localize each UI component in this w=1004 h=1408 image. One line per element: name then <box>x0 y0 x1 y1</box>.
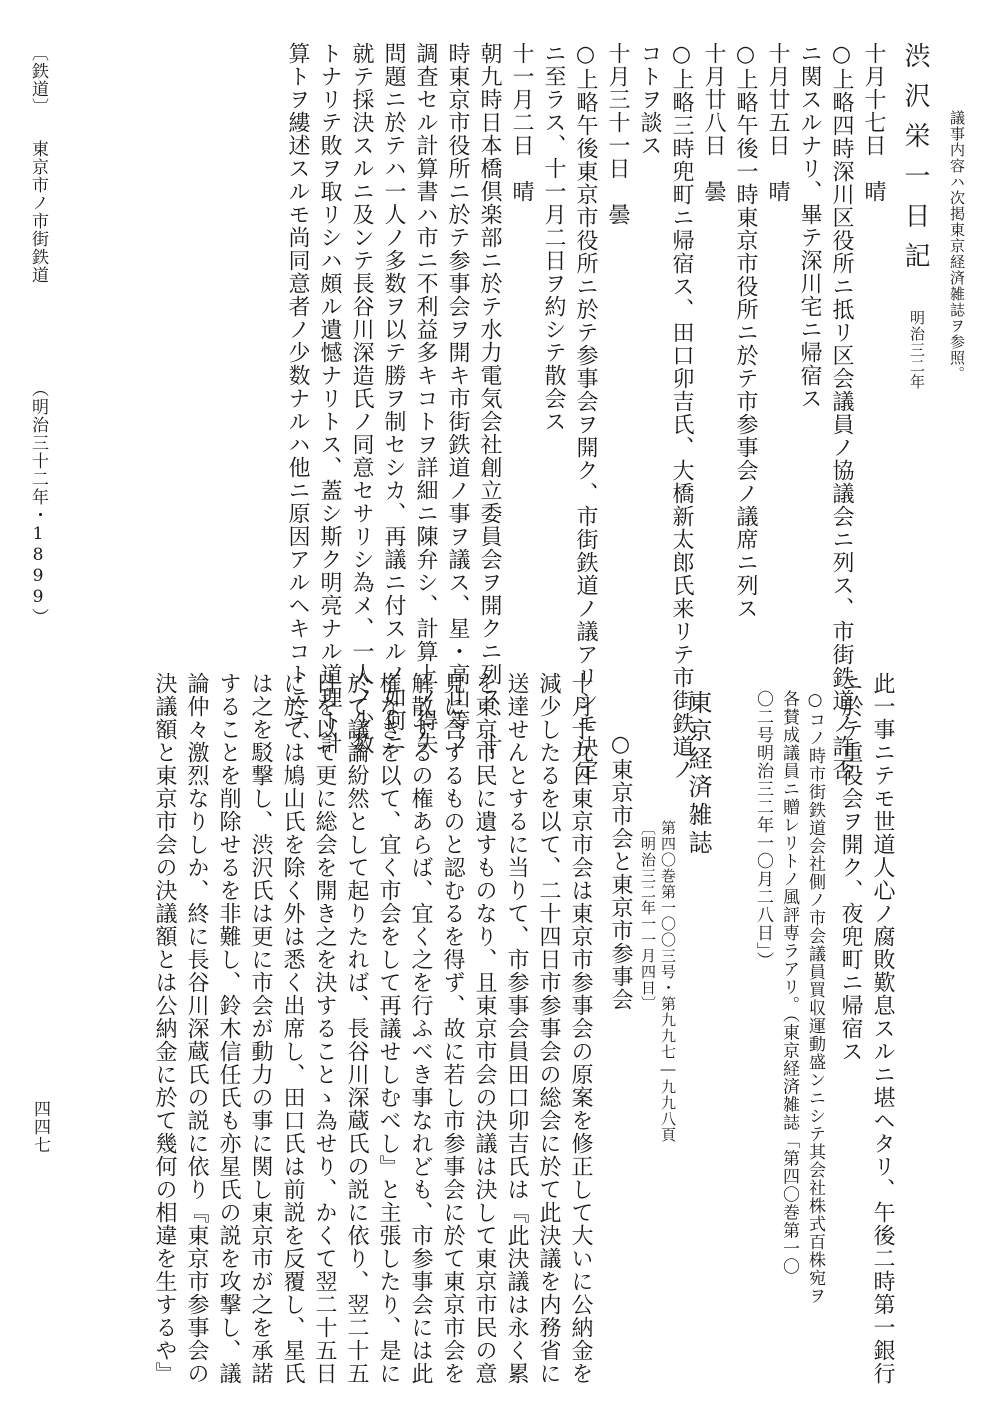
diary-line: ○上略四時深川区役所ニ抵リ区会議員ノ協議会ニ列ス、市街鉄道ノ許否 <box>829 42 854 781</box>
footer-section: 〔鉄道〕 <box>28 44 48 116</box>
magazine-line: 権なきを以て、宜く市会をして再議せしむべし』と主張したり、是に <box>376 672 401 1385</box>
magazine-line: 解散するの権あらば、宜く之を行ふべき事なれども、市参事会には此 <box>408 672 433 1385</box>
page-number: 四四七 <box>30 1100 50 1154</box>
diary-line: 十月三十一日 曇 <box>605 42 630 226</box>
magazine-line: は之を駁撃し、渋沢氏は更に市会が動力の事に関し東京市が之を承諾 <box>248 672 273 1385</box>
magazine-title: 東京経済雑誌 <box>684 690 712 858</box>
magazine-line: 論仲々激烈なりしか、終に長谷川深蔵氏の説に依り『東京市参事会の <box>184 672 209 1385</box>
magazine-line: 於て議論紛然として起りたれば、長谷川深蔵氏の説に依り、翌二十五 <box>344 672 369 1385</box>
diary-line: 十一月二日 晴 <box>509 42 534 203</box>
magazine-line: を東京市民に遺すものなり、且東京市会の決議は決して東京市民の意 <box>472 672 497 1385</box>
diary-line: 朝九時日本橋倶楽部ニ於テ水力電気会社創立委員会ヲ開クニ列ス、十 <box>477 42 502 755</box>
continuation-line: ニ於テ重役会ヲ開ク、夜兜町ニ帰宿ス <box>838 672 863 1063</box>
diary-line: ニ至ラス、十一月二日ヲ約シテ散会ス <box>541 42 566 433</box>
diary-line: 時東京市役所ニ於テ参事会ヲ開キ市街鉄道ノ事ヲ議ス、星・高山等ノ <box>445 42 470 755</box>
diary-title: 渋沢栄一日記 <box>900 42 930 282</box>
footer-era: （明治三十二年・1899） <box>28 380 48 626</box>
magazine-line: 送達せんとするに当りて、市参事会員田口卯吉氏は『此決議は永く累 <box>504 672 529 1385</box>
diary-line: 十月廿五日 晴 <box>765 42 790 203</box>
footer-running-title: 東京市ノ市街鉄道 <box>28 140 48 284</box>
diary-line: 算トヲ縷述スルモ尚同意者ノ少数ナルハ他ニ原因アルヘキコトニテ、 <box>285 42 310 755</box>
diary-line: ○上略午後一時東京市役所ニ於テ市参事会ノ議席ニ列ス <box>733 42 758 620</box>
continuation-line: 此一事ニテモ世道人心ノ腐敗歎息スルニ堪ヘタリ、午後二時第一銀行 <box>870 672 895 1385</box>
diary-line: ○上略三時兜町ニ帰宿ス、田口卯吉氏、大橋新太郎氏来リテ市街鉄道ノ <box>669 42 694 781</box>
magazine-line: 十月十九日東京市会は東京市参事会の原案を修正して大いに公納金を <box>568 672 593 1385</box>
magazine-line: 日を以て更に総会を開き之を決することゝ為せり、かくて翌二十五日 <box>312 672 337 1385</box>
diary-line: 十月十七日 晴 <box>861 42 886 203</box>
diary-line: コトヲ談ス <box>637 42 662 157</box>
diary-line: 就テ採決スルニ及ンテ長谷川深造氏ノ同意セサリシ為メ、一人ノ少数 <box>349 42 374 755</box>
diary-line: ニ関スルナリ、畢テ深川宅ニ帰宿ス <box>797 42 822 410</box>
magazine-citation: 〔明治三二年一一月四日〕 <box>639 820 657 1012</box>
magazine-line: 減少したるを以て、二十四日市参事会の総会に於て此決議を内務省に <box>536 672 561 1385</box>
magazine-citation: 第四〇巻第一〇〇三号・第九九七―九九八頁 <box>659 820 677 1143</box>
magazine-line: することを削除せるを非難し、鈴木信任氏も亦星氏の説を攻撃し、議 <box>216 672 241 1385</box>
continuation-note: 各賛成議員ニ贈レリトノ風評専ラアリ。（東京経済雑誌「第四〇巻第一〇 <box>779 690 799 1276</box>
diary-line: 問題ニ於テハ一人ノ多数ヲ以テ勝ヲ制セシカ、再議ニ付スルノ如何ニ <box>381 42 406 755</box>
magazine-line: に於ては鳩山氏を除く外は悉く出席し、田口氏は前説を反覆し、星氏 <box>280 672 305 1385</box>
diary-line: 十月廿八日 曇 <box>701 42 726 203</box>
header-note: 議事内容ハ次掲東京経済雑誌ヲ参照。 <box>948 110 966 382</box>
diary-line: トナリテ敗ヲ取リシハ頗ル遺憾ナリトス、蓋シ斯ク明亮ナル道理ト計 <box>317 42 342 755</box>
magazine-subtitle: ○東京市会と東京市参事会 <box>608 732 633 1011</box>
diary-line: 調査セル計算書ハ市ニ不利益多キコトヲ詳細ニ陳弁シ、計算上ノ得失 <box>413 42 438 755</box>
diary-line: ○上略午後東京市役所ニ於テ参事会ヲ開ク、市街鉄道ノ議アリシモ決定 <box>573 42 598 781</box>
continuation-note: 〇二号明治三二年一〇月二八日」） <box>753 690 773 970</box>
diary-year: 明治三二年 <box>908 310 926 390</box>
continuation-note: ○コノ時市街鉄道会社側ノ市会議員買収運動盛ンニシテ其会社株式百株宛ヲ <box>805 690 825 1305</box>
magazine-line: 見に合するものと認むるを得ず、故に若し市参事会に於て東京市会を <box>440 672 465 1385</box>
magazine-line: 決議額と東京市会の決議額とは公納金に於て幾何の相違を生するや』 <box>152 672 177 1385</box>
